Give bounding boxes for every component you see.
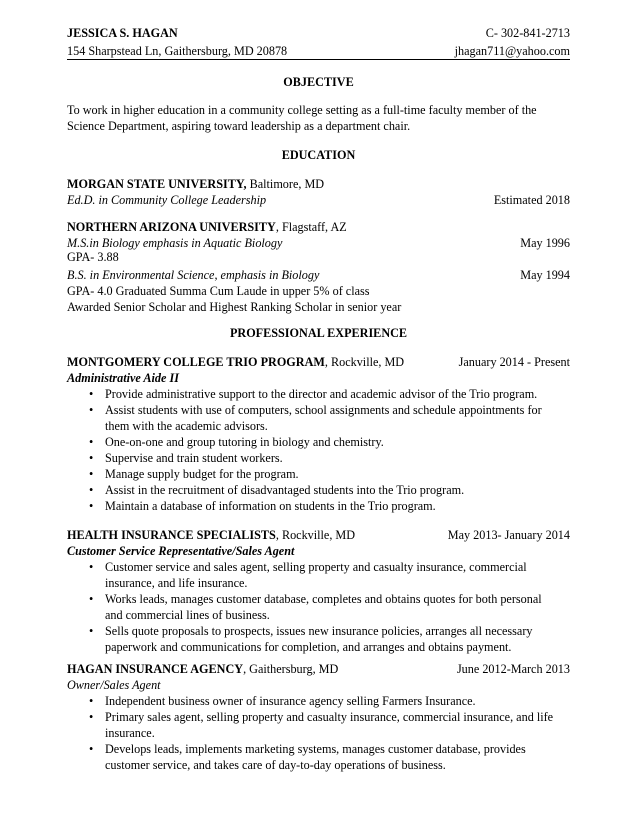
job-bullets bbox=[67, 386, 570, 514]
job-health-insurance bbox=[67, 527, 570, 655]
job-org: MONTGOMERY COLLEGE TRIO PROGRAM bbox=[67, 355, 325, 369]
job-title: Owner/Sales Agent bbox=[67, 678, 161, 692]
list-item: • Assist students with use of computers, school assignments and schedule appointments for them with the academic advisors. bbox=[67, 402, 570, 434]
job-header bbox=[67, 354, 570, 370]
job-hagan-insurance bbox=[67, 661, 570, 773]
nau-school: NORTHERN ARIZONA UNIVERSITY bbox=[67, 220, 276, 234]
job-title: Customer Service Representative/Sales Agent bbox=[67, 544, 295, 558]
morgan-degree-line bbox=[67, 192, 570, 208]
email: jhagan711@yahoo.com bbox=[454, 44, 570, 58]
job-bullets bbox=[67, 559, 570, 655]
address: 154 Sharpstead Ln, Gaithersburg, MD 20878 bbox=[67, 44, 288, 58]
nau-bs-line bbox=[67, 267, 570, 283]
job-bullets bbox=[67, 693, 570, 773]
job-header bbox=[67, 527, 570, 543]
list-item: • Develops leads, implements marketing systems, manages customer database, provides customer service, and takes care of day-to-day operations of business. bbox=[67, 741, 570, 773]
objective-heading: OBJECTIVE bbox=[283, 75, 354, 89]
list-item: • Manage supply budget for the program. bbox=[67, 466, 570, 482]
nau-school-line bbox=[67, 219, 570, 235]
education-heading: EDUCATION bbox=[281, 148, 356, 162]
objective-line-1: To work in higher education in a community college setting as a full-time faculty member of the bbox=[67, 103, 537, 117]
experience-heading: PROFESSIONAL EXPERIENCE bbox=[229, 326, 408, 340]
nau-ms-degree: M.S.in Biology emphasis in Aquatic Biology bbox=[67, 236, 283, 250]
objective-line-2: Science Department, aspiring toward leadership as a department chair. bbox=[67, 119, 411, 133]
morgan-school: MORGAN STATE UNIVERSITY, bbox=[67, 177, 247, 191]
list-item: • Independent business owner of insurance agency selling Farmers Insurance. bbox=[67, 693, 570, 709]
nau-bs-gpa: GPA- 4.0 Graduated Summa Cum Laude in upper 5% of class bbox=[67, 284, 370, 298]
candidate-name: JESSICA S. HAGAN bbox=[67, 26, 178, 40]
job-header bbox=[67, 661, 570, 677]
header-divider bbox=[67, 59, 570, 60]
job-title: Administrative Aide II bbox=[67, 371, 179, 385]
list-item: • Supervise and train student workers. bbox=[67, 450, 570, 466]
morgan-location: Baltimore, MD bbox=[246, 177, 325, 191]
list-item: • Sells quote proposals to prospects, issues new insurance policies, arranges all necessary paperwork and communications for completion, and arranges and obtains payment. bbox=[67, 623, 570, 655]
morgan-date: Estimated 2018 bbox=[493, 193, 570, 207]
list-item: • Maintain a database of information on students in the Trio program. bbox=[67, 498, 570, 514]
job-dates: January 2014 - Present bbox=[458, 355, 570, 369]
job-location: , Rockville, MD bbox=[275, 528, 356, 542]
nau-bs-degree: B.S. in Environmental Science, emphasis in Biology bbox=[67, 268, 320, 282]
job-montgomery bbox=[67, 354, 570, 514]
list-item: • Provide administrative support to the director and academic advisor of the Trio program. bbox=[67, 386, 570, 402]
list-item: • Assist in the recruitment of disadvantaged students into the Trio program. bbox=[67, 482, 570, 498]
nau-bs-date: May 1994 bbox=[520, 268, 570, 282]
phone-number: C- 302-841-2713 bbox=[485, 26, 570, 40]
list-item: • Customer service and sales agent, selling property and casualty insurance, commercial insurance, and life insurance. bbox=[67, 559, 570, 591]
header-line-2 bbox=[67, 44, 570, 59]
header-line-1 bbox=[67, 26, 570, 41]
nau-location: , Flagstaff, AZ bbox=[275, 220, 347, 234]
nau-ms-date: May 1996 bbox=[520, 236, 570, 250]
list-item: • Works leads, manages customer database, completes and obtains quotes for both personal and commercial lines of business. bbox=[67, 591, 570, 623]
job-location: , Gaithersburg, MD bbox=[243, 662, 339, 676]
list-item: • Primary sales agent, selling property and casualty insurance, commercial insurance, and life insurance. bbox=[67, 709, 570, 741]
job-org: HEALTH INSURANCE SPECIALISTS bbox=[67, 528, 276, 542]
job-dates: May 2013- January 2014 bbox=[447, 528, 570, 542]
morgan-degree: Ed.D. in Community College Leadership bbox=[67, 193, 267, 207]
nau-ms-gpa: GPA- 3.88 bbox=[67, 250, 119, 264]
job-org: HAGAN INSURANCE AGENCY bbox=[67, 662, 244, 676]
nau-bs-awards: Awarded Senior Scholar and Highest Ranking Scholar in senior year bbox=[67, 300, 402, 314]
job-location: , Rockville, MD bbox=[324, 355, 405, 369]
morgan-school-line bbox=[67, 176, 570, 192]
list-item: • One-on-one and group tutoring in biology and chemistry. bbox=[67, 434, 570, 450]
job-dates: June 2012-March 2013 bbox=[456, 662, 570, 676]
